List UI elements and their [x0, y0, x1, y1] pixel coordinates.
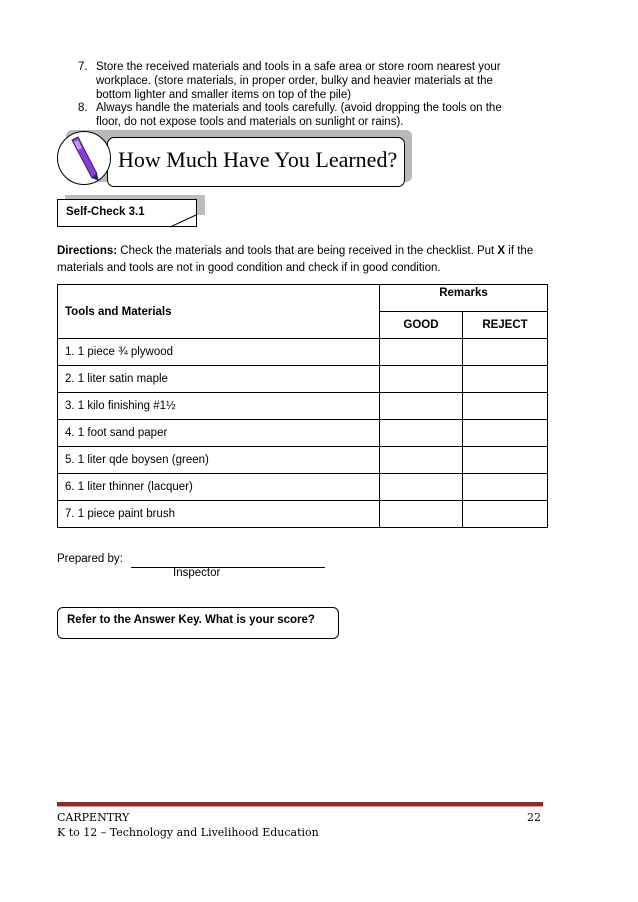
footer-subject: CARPENTRY: [57, 811, 130, 824]
item-cell: 4. 1 foot sand paper: [58, 420, 380, 447]
table-row: [58, 420, 548, 447]
footer-rule-thin: [57, 806, 543, 807]
reject-checkbox-cell[interactable]: [463, 474, 548, 501]
good-checkbox-cell[interactable]: [380, 420, 463, 447]
reject-checkbox-cell[interactable]: [463, 339, 548, 366]
table-row: [58, 447, 548, 474]
good-checkbox-cell[interactable]: [380, 501, 463, 528]
self-check-fold: [170, 213, 204, 229]
good-checkbox-cell[interactable]: [380, 393, 463, 420]
item-cell: 7. 1 piece paint brush: [58, 501, 380, 528]
table-row: [58, 474, 548, 501]
signature-line[interactable]: [131, 567, 325, 568]
item-cell: 1. 1 piece ¾ plywood: [58, 339, 380, 366]
instruction-text: Store the received materials and tools in a safe area or store room nearest your workplace. (store materials, in proper order, bulky and heavier materials at the bottom lighter and smaller items on top of the pile): [96, 61, 501, 101]
good-checkbox-cell[interactable]: [380, 366, 463, 393]
directions-paragraph: [57, 243, 537, 277]
header-good-cell: [380, 312, 463, 339]
instruction-number: 8.: [78, 102, 88, 114]
score-prompt-text: Refer to the Answer Key. What is your score?: [67, 614, 315, 626]
item-cell: 2. 1 liter satin maple: [58, 366, 380, 393]
header-remarks: Remarks: [439, 287, 488, 299]
prepared-by-label: Prepared by:: [57, 553, 123, 565]
directions-text: Check the materials and tools that are being received in the checklist. Put: [117, 245, 498, 257]
banner-title: How Much Have You Learned?: [118, 147, 398, 172]
directions-text-end: if the materials and tools are not in good condition and check if in good condition.: [57, 245, 534, 274]
good-checkbox-cell[interactable]: [380, 339, 463, 366]
inspector-label: Inspector: [173, 567, 221, 579]
footer-program: K to 12 – Technology and Livelihood Education: [57, 826, 319, 839]
table-row: [58, 393, 548, 420]
item-cell: 3. 1 kilo finishing #1½: [58, 393, 380, 420]
header-tools-cell: [58, 285, 380, 339]
item-cell: 6. 1 liter thinner (lacquer): [58, 474, 380, 501]
table-row: [58, 339, 548, 366]
reject-checkbox-cell[interactable]: [463, 501, 548, 528]
header-reject-cell: [463, 312, 548, 339]
instruction-item-7: [78, 60, 538, 104]
header-good: GOOD: [403, 319, 439, 331]
good-checkbox-cell[interactable]: [380, 447, 463, 474]
header-reject: REJECT: [482, 319, 528, 331]
table-row: [58, 501, 548, 528]
reject-checkbox-cell[interactable]: [463, 447, 548, 474]
pen-icon: [66, 136, 102, 182]
header-remarks-cell: [380, 285, 548, 312]
instruction-number: 7.: [78, 61, 88, 73]
item-cell: 5. 1 liter qde boysen (green): [58, 447, 380, 474]
table-row: [58, 366, 548, 393]
self-check-label: Self-Check 3.1: [66, 206, 145, 218]
instruction-item-8: [78, 101, 538, 131]
checklist-table: [57, 284, 548, 528]
good-checkbox-cell[interactable]: [380, 474, 463, 501]
reject-checkbox-cell[interactable]: [463, 420, 548, 447]
page-number: 22: [527, 811, 541, 824]
directions-label: Directions:: [57, 245, 118, 257]
header-tools: Tools and Materials: [65, 305, 172, 318]
reject-checkbox-cell[interactable]: [463, 393, 548, 420]
reject-checkbox-cell[interactable]: [463, 366, 548, 393]
instruction-text: Always handle the materials and tools carefully. (avoid dropping the tools on the floor, do not expose tools and materials on sunlight or rains).: [96, 102, 502, 128]
directions-x-mark: X: [497, 245, 506, 257]
